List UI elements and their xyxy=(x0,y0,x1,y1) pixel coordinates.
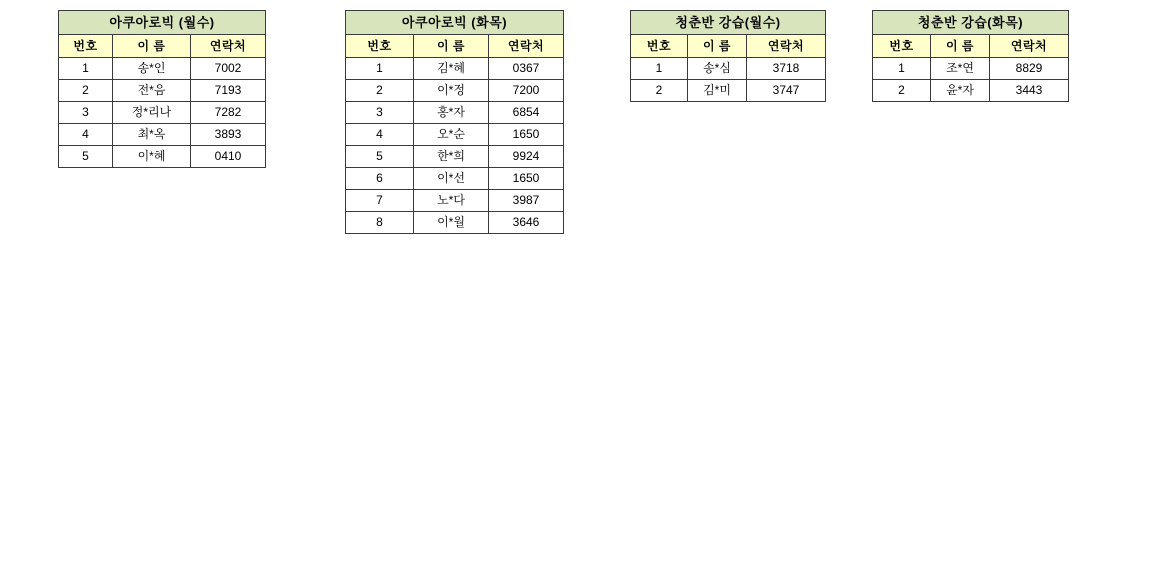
cell-name: 정*리나 xyxy=(113,102,191,124)
table-title-row xyxy=(873,11,1069,35)
cell-name: 최*옥 xyxy=(113,124,191,146)
table-header-row xyxy=(631,35,826,58)
cell-name: 전*음 xyxy=(113,80,191,102)
cell-number: 1 xyxy=(873,58,931,80)
cell-number: 1 xyxy=(59,58,113,80)
cell-number: 3 xyxy=(59,102,113,124)
cell-name: 이*정 xyxy=(414,80,489,102)
table-title-row xyxy=(631,11,826,35)
column-header-contact: 연락처 xyxy=(990,35,1069,58)
table-title-row xyxy=(59,11,266,35)
roster-table-youth-mon-wed xyxy=(630,10,826,102)
cell-number: 2 xyxy=(873,80,931,102)
cell-name: 송*인 xyxy=(113,58,191,80)
table-header-row xyxy=(59,35,266,58)
table-row xyxy=(346,102,564,124)
cell-contact: 7200 xyxy=(489,80,564,102)
cell-name: 이*선 xyxy=(414,168,489,190)
column-header-name: 이 름 xyxy=(113,35,191,58)
cell-name: 홍*자 xyxy=(414,102,489,124)
table-row xyxy=(873,58,1069,80)
column-header-contact: 연락처 xyxy=(489,35,564,58)
cell-number: 4 xyxy=(346,124,414,146)
table-title: 아쿠아로빅 (화목) xyxy=(346,11,564,35)
cell-name: 김*미 xyxy=(688,80,747,102)
cell-contact: 6854 xyxy=(489,102,564,124)
column-header-name: 이 름 xyxy=(688,35,747,58)
cell-contact: 3747 xyxy=(747,80,826,102)
cell-contact: 3718 xyxy=(747,58,826,80)
cell-contact: 1650 xyxy=(489,124,564,146)
cell-contact: 9924 xyxy=(489,146,564,168)
column-header-number: 번호 xyxy=(59,35,113,58)
roster-table-youth-mon-wed-wrapper xyxy=(630,10,826,102)
cell-name: 한*희 xyxy=(414,146,489,168)
cell-number: 3 xyxy=(346,102,414,124)
roster-table-aqua-tue-thu xyxy=(345,10,564,234)
table-header-row xyxy=(873,35,1069,58)
table-title: 아쿠아로빅 (월수) xyxy=(59,11,266,35)
cell-contact: 7193 xyxy=(191,80,266,102)
table-row xyxy=(631,58,826,80)
table-row xyxy=(346,58,564,80)
table-row xyxy=(59,80,266,102)
cell-name: 노*다 xyxy=(414,190,489,212)
column-header-contact: 연락처 xyxy=(191,35,266,58)
cell-contact: 3443 xyxy=(990,80,1069,102)
table-header-row xyxy=(346,35,564,58)
cell-contact: 7002 xyxy=(191,58,266,80)
roster-table-youth-tue-thu-wrapper xyxy=(872,10,1069,102)
column-header-name: 이 름 xyxy=(414,35,489,58)
cell-number: 5 xyxy=(59,146,113,168)
table-row xyxy=(346,168,564,190)
cell-number: 2 xyxy=(346,80,414,102)
cell-contact: 7282 xyxy=(191,102,266,124)
column-header-contact: 연락처 xyxy=(747,35,826,58)
table-row xyxy=(59,146,266,168)
table-row xyxy=(873,80,1069,102)
cell-number: 6 xyxy=(346,168,414,190)
cell-contact: 1650 xyxy=(489,168,564,190)
table-title: 청춘반 강습(월수) xyxy=(631,11,826,35)
cell-number: 4 xyxy=(59,124,113,146)
table-row xyxy=(346,190,564,212)
table-row xyxy=(59,102,266,124)
cell-number: 5 xyxy=(346,146,414,168)
cell-name: 오*순 xyxy=(414,124,489,146)
column-header-number: 번호 xyxy=(346,35,414,58)
cell-contact: 8829 xyxy=(990,58,1069,80)
table-title: 청춘반 강습(화목) xyxy=(873,11,1069,35)
roster-table-aqua-mon-wed-wrapper xyxy=(58,10,266,168)
column-header-number: 번호 xyxy=(873,35,931,58)
cell-number: 1 xyxy=(631,58,688,80)
cell-number: 7 xyxy=(346,190,414,212)
table-row xyxy=(59,58,266,80)
cell-name: 조*연 xyxy=(931,58,990,80)
cell-name: 송*심 xyxy=(688,58,747,80)
cell-name: 윤*자 xyxy=(931,80,990,102)
cell-number: 2 xyxy=(631,80,688,102)
table-row xyxy=(59,124,266,146)
table-row xyxy=(346,212,564,234)
table-row xyxy=(346,80,564,102)
cell-name: 이*월 xyxy=(414,212,489,234)
cell-number: 1 xyxy=(346,58,414,80)
cell-number: 2 xyxy=(59,80,113,102)
cell-contact: 0410 xyxy=(191,146,266,168)
cell-name: 김*혜 xyxy=(414,58,489,80)
cell-contact: 3893 xyxy=(191,124,266,146)
roster-table-aqua-mon-wed xyxy=(58,10,266,168)
table-row xyxy=(631,80,826,102)
roster-table-youth-tue-thu xyxy=(872,10,1069,102)
table-title-row xyxy=(346,11,564,35)
table-row xyxy=(346,124,564,146)
cell-contact: 3987 xyxy=(489,190,564,212)
table-row xyxy=(346,146,564,168)
cell-name: 이*혜 xyxy=(113,146,191,168)
roster-table-aqua-tue-thu-wrapper xyxy=(345,10,564,234)
cell-contact: 3646 xyxy=(489,212,564,234)
cell-number: 8 xyxy=(346,212,414,234)
column-header-name: 이 름 xyxy=(931,35,990,58)
cell-contact: 0367 xyxy=(489,58,564,80)
column-header-number: 번호 xyxy=(631,35,688,58)
